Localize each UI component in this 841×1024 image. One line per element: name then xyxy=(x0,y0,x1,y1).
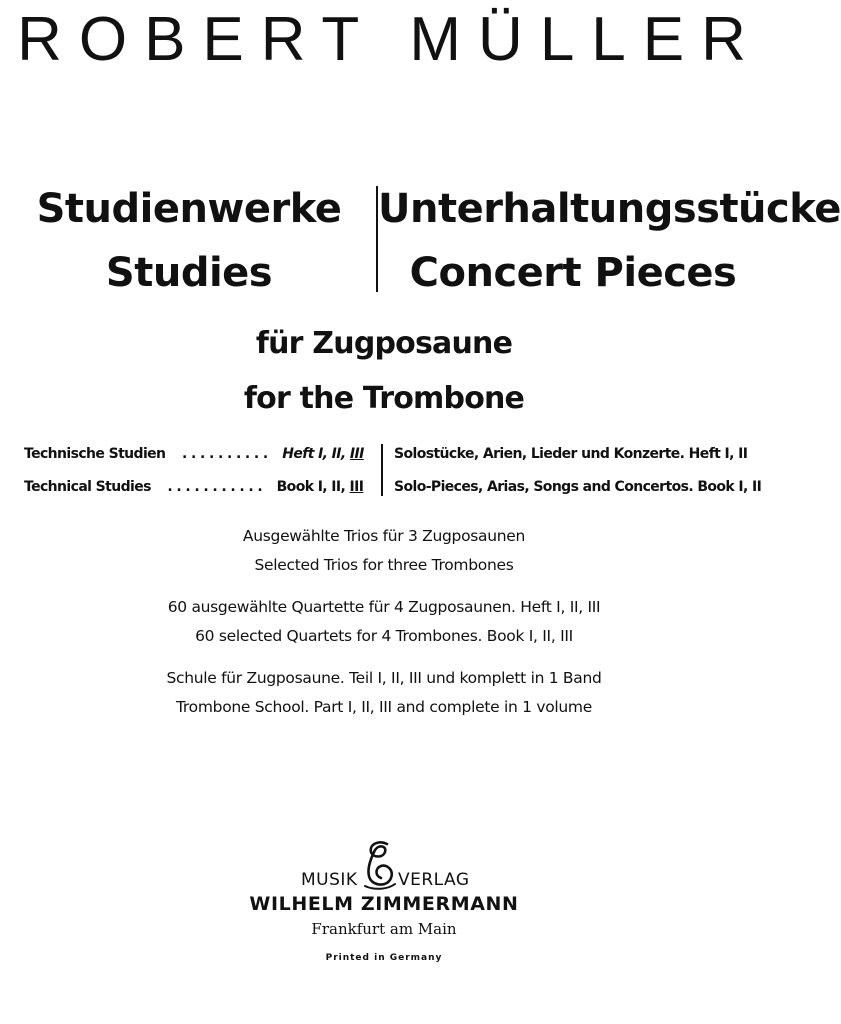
series-left-de-title: Technische Studien xyxy=(24,446,166,462)
publisher-name: WILHELM ZIMMERMANN xyxy=(249,893,519,915)
series-right-en: Solo-Pieces, Arias, Songs and Concertos. Book I, II xyxy=(394,479,762,495)
trios-de: Ausgewählte Trios für 3 Zugposaunen xyxy=(242,527,526,545)
publisher-verlag: VERLAG xyxy=(398,870,470,890)
school-de: Schule für Zugposaune. Teil I, II, III und komplett in 1 Band xyxy=(166,669,602,687)
heading-divider xyxy=(376,186,378,292)
heading-right-de: Unterhaltungsstücke xyxy=(378,186,841,232)
heading-right-en: Concert Pieces xyxy=(409,250,737,296)
series-left-de xyxy=(24,446,364,462)
series-left-en-vols: Book I, II, xyxy=(276,479,346,495)
series-left-de-vols-last: III xyxy=(349,446,364,462)
series-left-en-title: Technical Studies xyxy=(24,479,151,495)
series-right-de: Solostücke, Arien, Lieder und Konzerte. Heft I, II xyxy=(394,446,748,462)
series-left-en xyxy=(24,479,363,495)
publisher-musik: MUSIK xyxy=(301,870,358,890)
heading-left-en: Studies xyxy=(105,250,273,296)
publisher-city: Frankfurt am Main xyxy=(311,920,457,938)
instrument-en: for the Trombone xyxy=(243,381,525,416)
series-left-en-vols-last: III xyxy=(349,479,364,495)
trios-en: Selected Trios for three Trombones xyxy=(254,556,514,574)
series-left-de-vols: Heft I, II, xyxy=(282,446,346,462)
quartets-en: 60 selected Quartets for 4 Trombones. Book I, II, III xyxy=(195,627,573,645)
instrument-de: für Zugposaune xyxy=(255,326,513,361)
publisher-logo xyxy=(361,838,399,892)
series-divider xyxy=(381,444,383,496)
quartets-de: 60 ausgewählte Quartette für 4 Zugposaunen. Heft I, II, III xyxy=(167,598,601,616)
series-left-en-dots: . . . . . . . . . . . xyxy=(167,479,263,495)
composer-name: ROBERT MÜLLER xyxy=(17,5,763,74)
printed-in: Printed in Germany xyxy=(325,953,443,963)
series-left-de-dots: . . . . . . . . . . xyxy=(181,446,268,462)
school-en: Trombone School. Part I, II, III and complete in 1 volume xyxy=(176,698,592,716)
heading-left-de: Studienwerke xyxy=(36,186,342,232)
